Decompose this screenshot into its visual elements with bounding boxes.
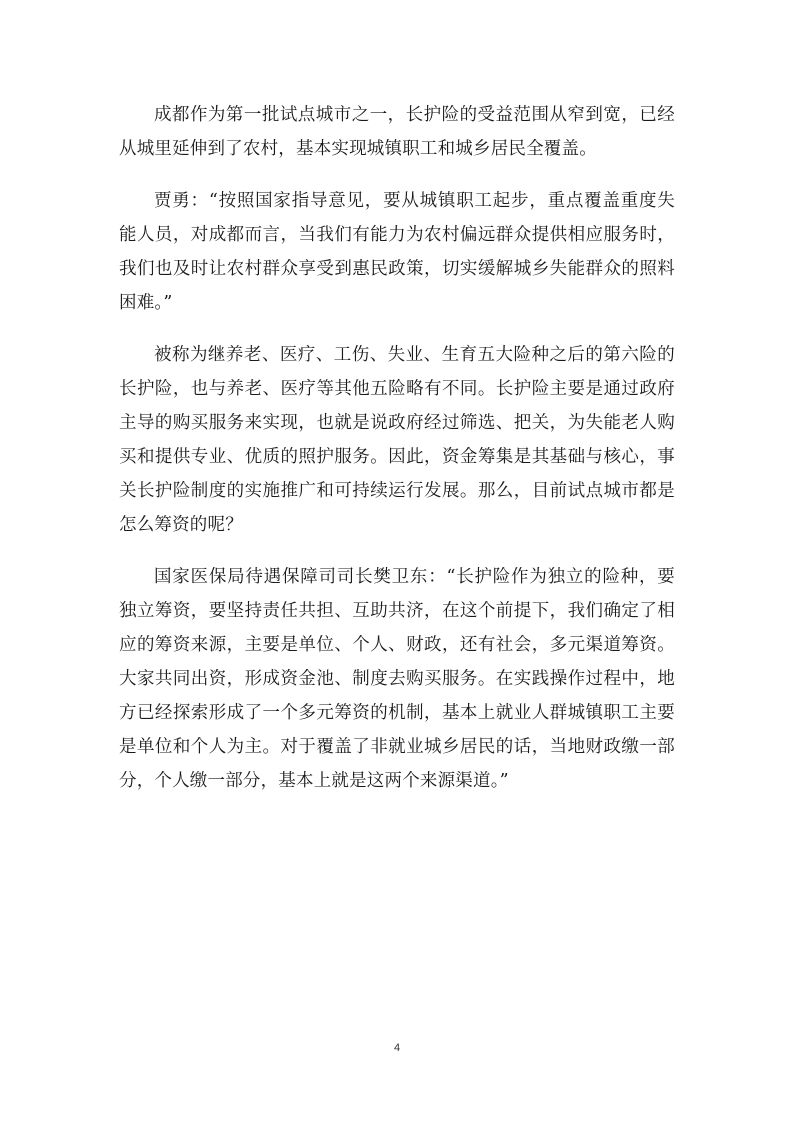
paragraph-chengdu-pilot: 成都作为第一批试点城市之一，长护险的受益范围从窄到宽，已经从城里延伸到了农村，基本实现城镇职工和城乡居民全覆盖。 <box>119 105 675 159</box>
document-body <box>119 98 675 816</box>
paragraph-fan-weidong-quote: 国家医保局待遇保障司司长樊卫东：“长护险作为独立的险种，要独立筹资，要坚持责任共担、互助共济，在这个前提下，我们确定了相应的筹资来源，主要是单位、个人、财政，还有社会，多元渠道筹资。大家共同出资，形成资金池、制度去购买服务。在实践操作过程中，地方已经探索形成了一个多元筹资的机制，基本上就业人群城镇职工主要是单位和个人为主。对于覆盖了非就业城乡居民的话，当地财政缴一部分，个人缴一部分，基本上就是这两个来源渠道。” <box>119 567 675 791</box>
page-number: 4 <box>393 1042 401 1054</box>
paragraph-sixth-insurance: 被称为继养老、医疗、工伤、失业、生育五大险种之后的第六险的长护险，也与养老、医疗等其他五险略有不同。长护险主要是通过政府主导的购买服务来实现，也就是说政府经过筛选、把关，为失能老人购买和提供专业、优质的照护服务。因此，资金筹集是其基础与核心，事关长护险制度的实施推广和可持续运行发展。那么，目前试点城市都是怎么筹资的呢？ <box>119 345 675 535</box>
paragraph-jia-yong-quote: 贾勇：“按照国家指导意见，要从城镇职工起步，重点覆盖重度失能人员，对成都而言，当我们有能力为农村偏远群众提供相应服务时，我们也及时让农村群众享受到惠民政策，切实缓解城乡失能群众的照料困难。” <box>119 191 675 313</box>
